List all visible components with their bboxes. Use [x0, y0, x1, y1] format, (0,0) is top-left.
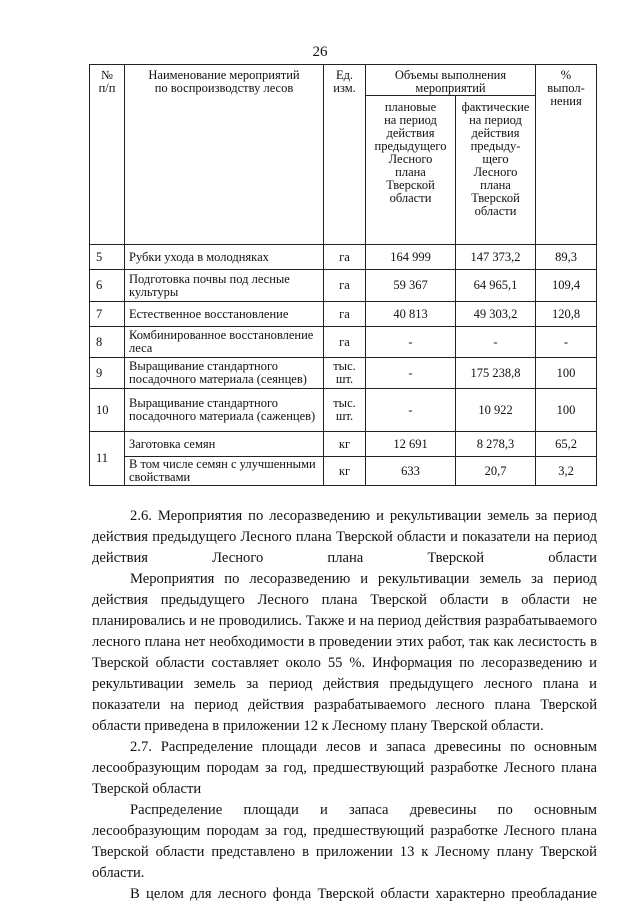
- table-row: [90, 327, 597, 358]
- header-volumes: Объемы выполнения мероприятий: [366, 65, 536, 96]
- table-row: [90, 270, 597, 302]
- row-unit: га: [324, 302, 366, 327]
- row-unit: га: [324, 327, 366, 358]
- header-actual: фактические на период действия предыду- щего Лесного плана Тверской области: [456, 96, 536, 245]
- row-plan: 633: [366, 457, 456, 486]
- row-fact: 147 373,2: [456, 245, 536, 270]
- row-pct: 100: [536, 389, 597, 432]
- row-num: 5: [90, 245, 125, 270]
- paragraph-distribution: Распределение площади и запаса древесины по основным лесообразующим породам за год, предшествующий разработке Лесного плана Тверской области представлено в приложении 13 к Лесному плану Тверской области.: [92, 802, 597, 881]
- row-pct: 100: [536, 358, 597, 389]
- row-name: Выращивание стандартного посадочного материала (саженцев): [125, 389, 324, 432]
- header-num: № п/п: [90, 65, 125, 245]
- row-fact: 175 238,8: [456, 358, 536, 389]
- row-num: 11: [90, 432, 125, 486]
- table-row: [90, 358, 597, 389]
- reforestation-table: [89, 64, 597, 486]
- header-unit: Ед. изм.: [324, 65, 366, 245]
- table-row: [90, 389, 597, 432]
- table-row: [90, 457, 597, 486]
- row-plan: -: [366, 389, 456, 432]
- row-name: Заготовка семян: [125, 432, 324, 457]
- row-fact: 49 303,2: [456, 302, 536, 327]
- row-fact: 10 922: [456, 389, 536, 432]
- table-row: [90, 432, 597, 457]
- header-percent: % выпол- нения: [536, 65, 597, 245]
- row-pct: 89,3: [536, 245, 597, 270]
- header-planned: плановые на период действия предыдущего Лесного плана Тверской области: [366, 96, 456, 245]
- row-fact: 64 965,1: [456, 270, 536, 302]
- row-num: 6: [90, 270, 125, 302]
- row-plan: -: [366, 358, 456, 389]
- paragraph-reforestation: Мероприятия по лесоразведению и рекультивации земель за период действия предыдущего Лесного плана Тверской области в области не планировались и не проводились. Также и на период действия разрабатываемого лесного плана нет необходимости в проведении этих работ, так как лесистость в Тверской области составляет около 55 %. Информация по лесоразведению и рекультивации земель за период действия предыдущего лесного плана и показатели на период действия разрабатываемого лесного плана Тверской области приведена в приложении 12 к Лесному плану Тверской области.: [92, 571, 597, 734]
- row-pct: 109,4: [536, 270, 597, 302]
- row-num: 8: [90, 327, 125, 358]
- row-unit: тыс. шт.: [324, 389, 366, 432]
- section-heading-2-6: 2.6. Мероприятия по лесоразведению и рекультивации земель за период действия предыдущего Лесного плана Тверской области и показатели на период действия Лесного плана Тверской области: [92, 508, 597, 566]
- row-num: 7: [90, 302, 125, 327]
- row-fact: 20,7: [456, 457, 536, 486]
- section-heading-2-7: 2.7. Распределение площади лесов и запаса древесины по основным лесообразующим породам за год, предшествующий разработке Лесного плана Тверской области: [92, 739, 597, 797]
- row-pct: 3,2: [536, 457, 597, 486]
- row-unit: га: [324, 245, 366, 270]
- table-row: [90, 302, 597, 327]
- header-name: Наименование мероприятий по воспроизводству лесов: [125, 65, 324, 245]
- row-name: Естественное восстановление: [125, 302, 324, 327]
- table-row: [90, 245, 597, 270]
- row-plan: -: [366, 327, 456, 358]
- row-plan: 59 367: [366, 270, 456, 302]
- row-name: Комбинированное восстановление леса: [125, 327, 324, 358]
- row-fact: -: [456, 327, 536, 358]
- row-unit: кг: [324, 432, 366, 457]
- row-plan: 40 813: [366, 302, 456, 327]
- row-name: Выращивание стандартного посадочного материала (сеянцев): [125, 358, 324, 389]
- row-name: Подготовка почвы под лесные культуры: [125, 270, 324, 302]
- row-name: В том числе семян с улучшенными свойствами: [125, 457, 324, 486]
- row-pct: 65,2: [536, 432, 597, 457]
- row-fact: 8 278,3: [456, 432, 536, 457]
- row-num: 10: [90, 389, 125, 432]
- page-number: 26: [312, 44, 328, 60]
- row-unit: кг: [324, 457, 366, 486]
- row-pct: 120,8: [536, 302, 597, 327]
- row-plan: 12 691: [366, 432, 456, 457]
- row-unit: тыс. шт.: [324, 358, 366, 389]
- paragraph-overall: В целом для лесного фонда Тверской области характерно преобладание: [130, 886, 597, 902]
- row-plan: 164 999: [366, 245, 456, 270]
- row-unit: га: [324, 270, 366, 302]
- body-text: [92, 506, 597, 905]
- row-pct: -: [536, 327, 597, 358]
- row-num: 9: [90, 358, 125, 389]
- row-name: Рубки ухода в молодняках: [125, 245, 324, 270]
